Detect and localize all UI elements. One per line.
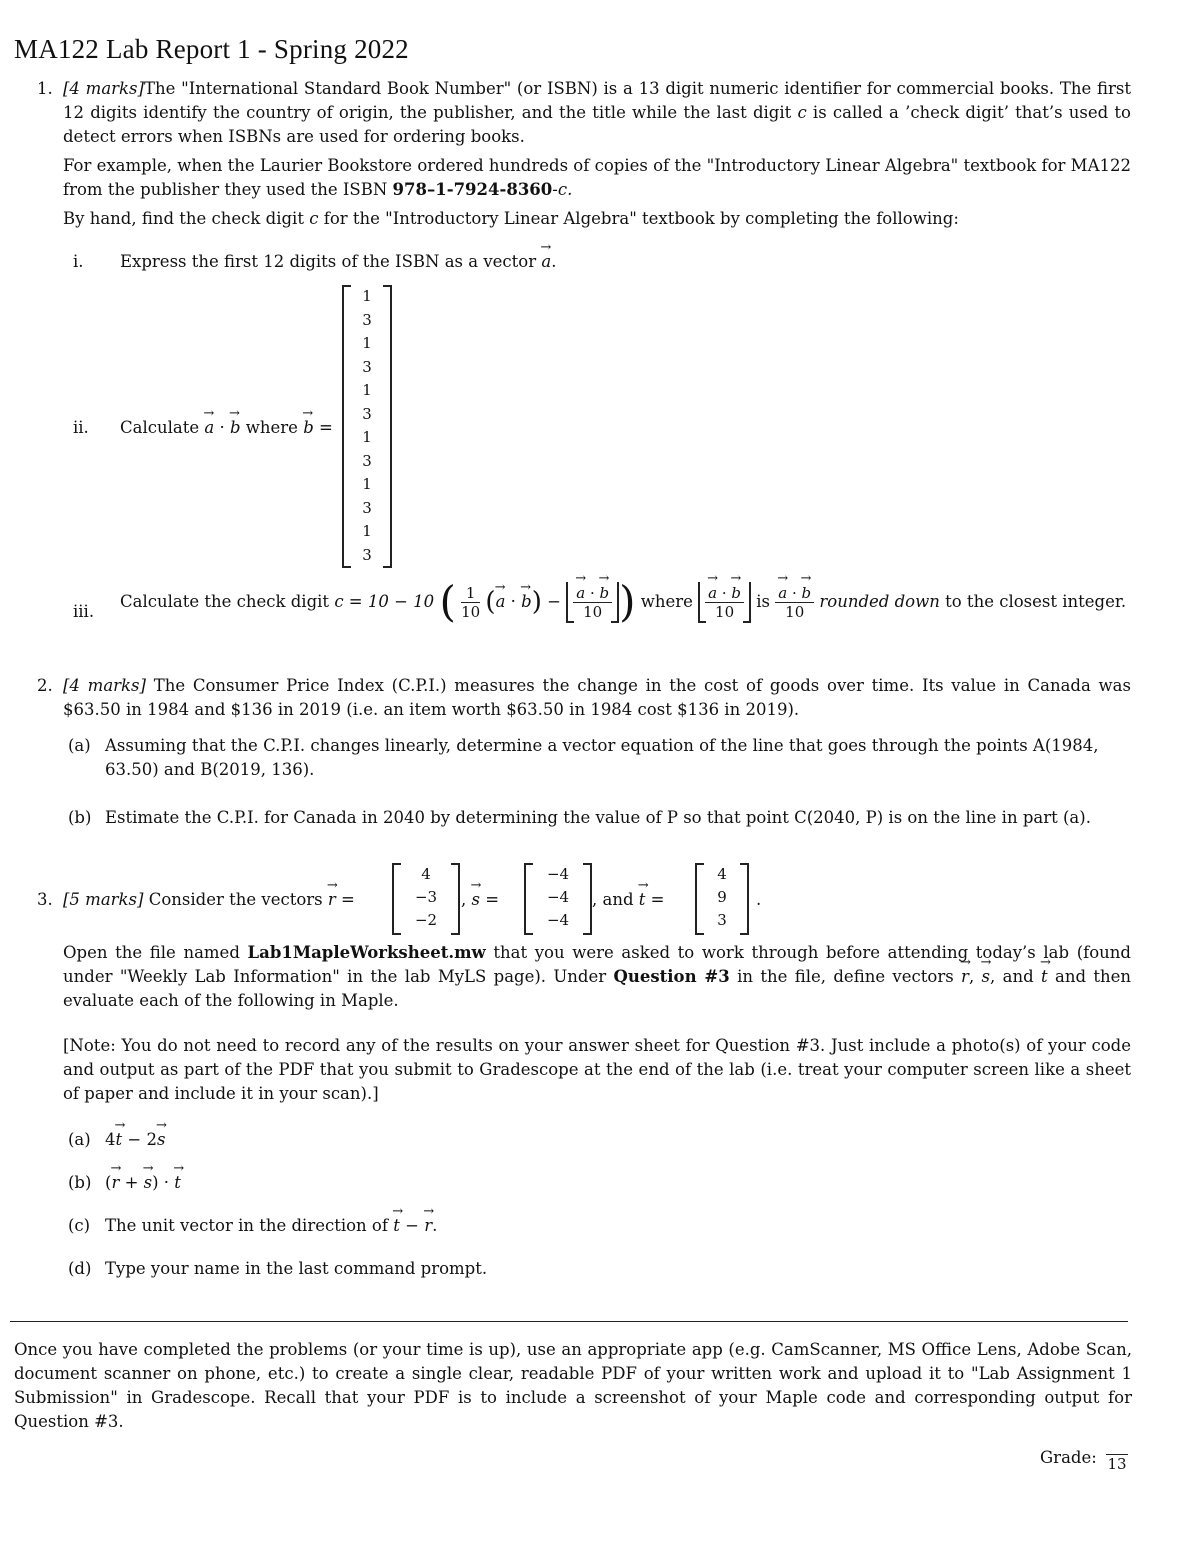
vector-b-entry: 1 — [362, 287, 372, 305]
q1-iii-is: is — [756, 592, 771, 611]
q1-iii-tail: to the closest integer. — [945, 592, 1127, 611]
q1-instr-c: c — [309, 209, 319, 228]
q1-iii-rounded: rounded down — [819, 592, 940, 611]
grade-total: 13 — [1107, 1455, 1127, 1473]
q3-d-label: (d) — [68, 1259, 92, 1278]
vector-t-matrix — [695, 863, 749, 935]
vector-r-entry: −3 — [414, 888, 438, 906]
q1-instr-a: By hand, find the check digit — [63, 209, 304, 228]
q3-a-expr: 4→ t − 2→ s — [105, 1128, 165, 1152]
vector-t-entry: 3 — [717, 911, 727, 929]
grade-box — [1040, 1444, 1128, 1473]
vector-b-entry: 1 — [362, 334, 372, 352]
q3-open: Open the file named Lab1MapleWorksheet.mw that you were asked to work through before attending today’s lab (found under "Weekly Lab Information" in the lab MyLS page). Under Question #3 in the file, define vectors → r, → s, and → t and then evaluate each of the following in Maple. — [63, 941, 1131, 1013]
vector-b-entry: 3 — [362, 357, 372, 376]
q1-isbn-suffix: -c. — [552, 180, 573, 199]
vector-a-symbol: → a — [541, 250, 551, 274]
vector-r-entry: 4 — [421, 865, 431, 883]
q1-i-text: Express the first 12 digits of the ISBN as a vector → a. — [120, 250, 556, 274]
q3-period: . — [756, 890, 762, 909]
q1-intro-b: is called a ’check digit’ that’s used to detect errors when ISBNs are used for ordering books. — [63, 103, 1131, 146]
q1-example-a: For example, when the Laurier Bookstore ordered hundreds of copies of the "Introductory Linear Algebra" textbook for MA122 from the publisher they used the ISBN — [63, 156, 1131, 199]
q3-open-d: and then evaluate each of the following in Maple. — [63, 967, 1132, 1010]
vector-b-entry: 3 — [362, 545, 372, 564]
q3-consider-text: Consider the vectors — [148, 890, 323, 909]
q1-ii-label: ii. — [73, 418, 89, 437]
q1-isbn: 978–1-7924-8360 — [392, 180, 553, 199]
vector-b-matrix — [342, 285, 392, 568]
q1-ii-sentence: Calculate — [120, 418, 200, 437]
q1-ii-text: Calculate → a · → b where → b = — [120, 416, 333, 440]
q1-iii-label: iii. — [73, 602, 95, 621]
vector-b-entry: 3 — [362, 498, 372, 517]
vector-s-entry: −4 — [546, 888, 570, 906]
vector-r-matrix — [392, 863, 460, 935]
q3-c-text: The unit vector in the direction of — [105, 1216, 388, 1235]
vector-b-entry: 1 — [362, 381, 372, 399]
q1-instr-b: for the "Introductory Linear Algebra" textbook by completing the following: — [323, 209, 959, 228]
q1-intro — [63, 77, 1131, 149]
q2-marks: [4 marks] — [63, 676, 146, 695]
q3-and: , and — [592, 890, 634, 909]
q1-intro-c: c — [797, 103, 807, 122]
vector-r-entry: −2 — [414, 911, 438, 929]
q3-marks: [5 marks] — [63, 890, 144, 909]
q3-a-label: (a) — [68, 1130, 91, 1149]
q1-intro-a: The "International Standard Book Number" (or ISBN) is a 13 digit numeric identifier for commercial books. The first 12 digits identify the country of origin, the publisher, and the title while the last digit — [63, 79, 1131, 122]
q3-number: 3. — [37, 890, 53, 909]
q1-marks: [4 marks] — [63, 79, 144, 98]
q3-c-expr: The unit vector in the direction of → t − → r. — [105, 1214, 437, 1238]
q3-s-eq: , → s = — [461, 888, 499, 912]
q1-iii-sentence: Calculate the check digit — [120, 592, 330, 611]
q2-a-text: Assuming that the C.P.I. changes linearly, determine a vector equation of the line that goes through the points A(1984, 63.50) and B(2019, 136). — [105, 736, 1099, 779]
q2-number: 2. — [37, 676, 53, 695]
vector-b-entry: 1 — [362, 475, 372, 493]
divider-rule — [10, 1321, 1128, 1322]
q3-b-label: (b) — [68, 1173, 92, 1192]
q3-b-expr: (→ r + → s) · → t — [105, 1171, 181, 1195]
q3-note: [Note: You do not need to record any of the results on your answer sheet for Question #3. Just include a photo(s) of your code and output as part of the PDF that you submit to Gradescope at the end of the lab (i.e. treat your computer screen like a sheet of paper and include it in your scan).] — [63, 1036, 1131, 1103]
q3-consider: [5 marks] Consider the vectors → r = — [63, 888, 355, 912]
q2-intro — [63, 674, 1131, 722]
q1-ii-where: where — [245, 418, 298, 437]
q3-c-label: (c) — [68, 1216, 91, 1235]
q1-number: 1. — [37, 79, 53, 98]
q3-t-eq: , and → t = — [592, 888, 665, 912]
vector-t-entry: 4 — [717, 865, 727, 883]
q3-d-text: Type your name in the last command prompt. — [105, 1259, 488, 1278]
q1-i-sentence: Express the first 12 digits of the ISBN as a vector — [120, 252, 537, 271]
vector-s-matrix — [524, 863, 592, 935]
vector-t-entry: 9 — [717, 888, 727, 906]
q3-open-b: that you were asked to work through before attending today’s lab (found under "Weekly Lab Information" in the lab MyLS page). Under — [63, 943, 1131, 986]
q3-open-c: in the file, define vectors — [737, 967, 954, 986]
q1-iii-equation: c = 10 − 10 — [334, 592, 435, 611]
grade-label: Grade: — [1040, 1448, 1097, 1467]
q1-iii-where: where — [640, 592, 693, 611]
page-title: MA122 Lab Report 1 - Spring 2022 — [14, 34, 409, 64]
q2-a-label: (a) — [68, 736, 91, 755]
vector-s-entry: −4 — [546, 865, 570, 883]
vector-b-entry: 1 — [362, 522, 372, 540]
q2-b-label: (b) — [68, 808, 92, 827]
q3-question-ref: Question #3 — [613, 967, 730, 986]
footer-instructions: Once you have completed the problems (or your time is up), use an appropriate app (e.g. CamScanner, MS Office Lens, Adobe Scan, document scanner on phone, etc.) to create a single clear, readable PDF of your written work and upload it to "Lab Assignment 1 Submission" in Gradescope. Recall that your PDF is to include a screenshot of your Maple code and corresponding output for Question #3. — [14, 1340, 1132, 1431]
vector-b-entry: 3 — [362, 310, 372, 329]
q1-i-label: i. — [73, 252, 84, 271]
q2-b-text: Estimate the C.P.I. for Canada in 2040 by determining the value of P so that point C(2040, P) is on the line in part (a). — [105, 808, 1091, 827]
vector-b-entry: 3 — [362, 404, 372, 423]
q3-open-a: Open the file named — [63, 943, 240, 962]
q1-iii-formula: Calculate the check digit c = 10 − 10 ( $\frac{1}{10}$ (→ a · → b) − → $\frac{a \cdot \to b}{10}$ ) where → $\frac{a \cdot \to b}{10}$ is → $\frac{a \cdot \to b}{10}$ rounded down to the closest integer. — [120, 581, 1126, 623]
vector-s-entry: −4 — [546, 911, 570, 929]
q1-example — [63, 154, 1131, 202]
q2-intro-text: The Consumer Price Index (C.P.I.) measures the change in the cost of goods over time. Its value in Canada was $63.50 in 1984 and $136 in 2019 (i.e. an item worth $63.50 in 1984 cost $136 in 2019). — [63, 676, 1131, 719]
vector-b-entry: 1 — [362, 428, 372, 446]
maple-file-name: Lab1MapleWorksheet.mw — [247, 943, 486, 962]
q1-instruction — [63, 207, 1131, 231]
vector-b-entry: 3 — [362, 451, 372, 470]
